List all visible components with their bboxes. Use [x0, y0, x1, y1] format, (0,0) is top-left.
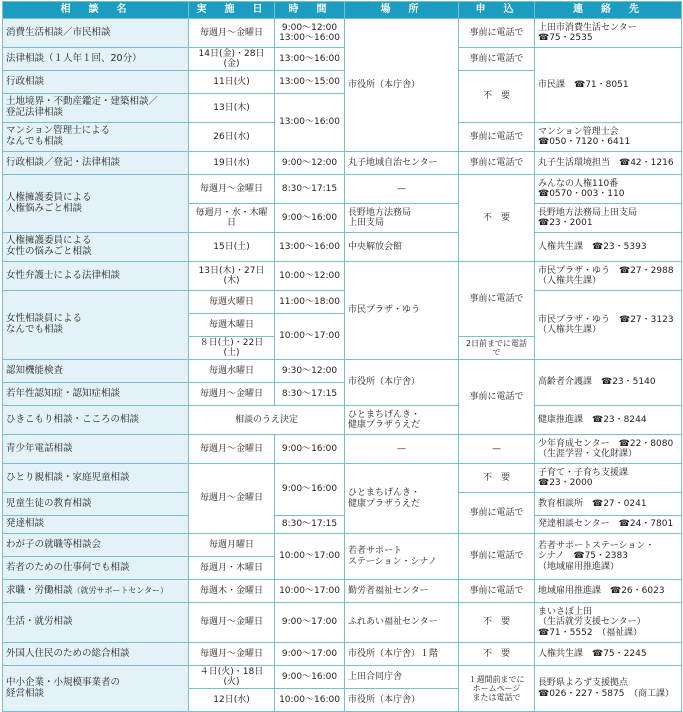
consultation-place: 若者サポート ステーション・シナノ	[345, 534, 459, 580]
consultation-date: ４日(火)・18日(火)	[189, 666, 275, 689]
table-row	[3, 603, 682, 643]
consultation-place: 市役所（本庁舎）１階	[345, 643, 459, 666]
table-row	[3, 152, 682, 175]
consultation-place: 丸子地域自治センター	[345, 152, 459, 175]
consultation-date: 毎週木・金曜日	[189, 580, 275, 603]
consultation-time: 10:00〜16:00	[275, 689, 345, 712]
contact-info: 長野地方法務局上田支局 ☎23・2001	[535, 204, 682, 233]
consultation-time: 9:00〜12:00 13:00〜16:00	[275, 19, 345, 48]
consultation-name	[3, 580, 189, 603]
consultation-date: 12日(水)	[189, 689, 275, 712]
consultation-date: 毎週木曜日	[189, 314, 275, 337]
consultation-date: 13日(木)・27日(木)	[189, 262, 275, 291]
header-place: 場 所	[345, 2, 459, 19]
consultation-place: 上田合同庁舎	[345, 666, 459, 689]
contact-info: 高齢者介護課 ☎23・5140	[535, 360, 682, 406]
consultation-place: 長野地方法務局 上田支局	[345, 204, 459, 233]
consultation-time: 9:00〜16:00	[275, 666, 345, 689]
application-method: 事前に電話で	[459, 152, 535, 175]
consultation-name: 認知機能検査	[3, 360, 189, 383]
contact-info: 市民プラザ・ゆう ☎27・3123 （人権共生課）	[535, 291, 682, 360]
consultation-date: 15日(土)	[189, 233, 275, 262]
consultation-date: 11日(火)	[189, 71, 275, 94]
consultation-date: 毎週月〜金曜日	[189, 435, 275, 464]
consultation-time: 10:00〜17:00	[275, 580, 345, 603]
contact-info: 市民プラザ・ゆう ☎27・2988 （人権共生課）	[535, 262, 682, 291]
consultation-name: 行政相談／登記・法律相談	[3, 152, 189, 175]
table-row	[3, 643, 682, 666]
contact-info: みんなの人権110番 ☎0570・003・110	[535, 175, 682, 204]
application-method: 事前に電話で	[459, 493, 535, 534]
consultation-time: 9:00〜17:00	[275, 643, 345, 666]
consultation-time: 10:00〜17:00	[275, 314, 345, 360]
consultation-name: マンション管理士による なんでも相談	[3, 123, 189, 152]
consultation-date: 毎週月〜金曜日	[189, 175, 275, 204]
table-row	[3, 233, 682, 262]
application-method: 不 要	[459, 643, 535, 666]
application-method: 不 要	[459, 71, 535, 123]
consultation-time: 10:00〜17:00	[275, 534, 345, 580]
consultation-date: 毎週火曜日	[189, 291, 275, 314]
consultation-name: 外国人住民のための総合相談	[3, 643, 189, 666]
consultation-date: 毎週月・水・木曜日	[189, 204, 275, 233]
contact-info: 丸子生活環境担当 ☎42・1216	[535, 152, 682, 175]
contact-info: 発達相談センター ☎24・7801	[535, 516, 682, 534]
consultation-date: 26日(水)	[189, 123, 275, 152]
consultation-time: 10:00〜12:00	[275, 262, 345, 291]
consultation-name: 行政相談	[3, 71, 189, 94]
contact-info: 子育て・子育ち支援課 ☎23・2000	[535, 464, 682, 493]
contact-info: まいさぽ上田 （生活就労支援センター） ☎71・5552 （福祉課）	[535, 603, 682, 643]
application-method: —	[459, 435, 535, 464]
consultation-name: 女性相談員による なんでも相談	[3, 291, 189, 360]
consultation-time: 8:30〜17:15	[275, 516, 345, 534]
consultation-date: ８日(土)・22日(土)	[189, 337, 275, 360]
consultation-name: 法律相談（１人年１回、20分）	[3, 48, 189, 71]
consultation-date: 毎週月・木曜日	[189, 557, 275, 580]
consultation-name: 土地境界・不動産鑑定・建築相談／ 登記法律相談	[3, 94, 189, 123]
consultation-time: 8:30〜17:15	[275, 175, 345, 204]
consultation-time: 13:00〜16:00	[275, 233, 345, 262]
consultation-time: 11:00〜18:00	[275, 291, 345, 314]
table-row	[3, 48, 682, 71]
application-method: １週間前までに ホームページ または電話で	[459, 666, 535, 712]
header-date: 実 施 日	[189, 2, 275, 19]
consultation-date: 毎週月〜金曜日	[189, 603, 275, 643]
consultation-place: 市役所（本庁舎）	[345, 360, 459, 406]
consultation-date: 毎週月曜日	[189, 534, 275, 557]
table-row	[3, 19, 682, 48]
table-row	[3, 262, 682, 291]
consultation-place: ひとまちげんき・ 健康プラザうえだ	[345, 464, 459, 534]
consultation-name-note: （就労サポートセンター）	[72, 585, 168, 595]
header-consultation-name: 相 談 名	[3, 2, 189, 19]
consultation-date: 毎週月〜金曜日	[189, 383, 275, 406]
consultation-place: ひとまちげんき・ 健康プラザうえだ	[345, 406, 459, 435]
table-row	[3, 406, 682, 435]
application-method: 事前に電話で	[459, 48, 535, 71]
contact-info: 少年育成センター ☎22・8080 （生涯学習・文化財課）	[535, 435, 682, 464]
consultation-name: 女性弁護士による法律相談	[3, 262, 189, 291]
consultation-time: 13:00〜16:00	[275, 94, 345, 152]
application-method: 不 要	[459, 603, 535, 643]
contact-info: 人権共生課 ☎23・5393	[535, 233, 682, 262]
table-row	[3, 175, 682, 204]
table-row	[3, 360, 682, 383]
consultation-name: わが子の就職等相談会	[3, 534, 189, 557]
consultation-name: 生活・就労相談	[3, 603, 189, 643]
application-method: 不 要	[459, 464, 535, 493]
contact-info: 若者サポートステーション・ シナノ ☎75・2383 （地域雇用推進課）	[535, 534, 682, 580]
application-method: 事前に電話で	[459, 123, 535, 152]
consultation-place: 市役所（本庁舎）	[345, 19, 459, 152]
consultation-date: 毎週月〜金曜日	[189, 643, 275, 666]
consultation-name: 若者のための仕事何でも相談	[3, 557, 189, 580]
consultation-time: 13:00〜15:00	[275, 71, 345, 94]
application-method: 2日前までに電話で	[459, 337, 535, 360]
contact-info: マンション管理士会 ☎050・7120・6411	[535, 123, 682, 152]
contact-info: 長野県よろず支援拠点 ☎026・227・5875 （商工課）	[535, 666, 682, 712]
contact-info: 人権共生課 ☎75・2245	[535, 643, 682, 666]
consultation-time: 9:00〜16:00	[275, 435, 345, 464]
application-method: 事前に電話で	[459, 580, 535, 603]
table-row	[3, 435, 682, 464]
consultation-name: ひきこもり相談・こころの相談	[3, 406, 189, 435]
application-method: 事前に電話で	[459, 262, 535, 337]
application-method: 不 要	[459, 175, 535, 262]
consultation-name: 若年性認知症・認知症相談	[3, 383, 189, 406]
consultation-time: 9:00〜16:00	[275, 464, 345, 516]
consultation-place: 勤労者福祉センター	[345, 580, 459, 603]
consultation-date: 毎週水曜日	[189, 360, 275, 383]
table-row	[3, 464, 682, 493]
table-row	[3, 666, 682, 689]
consultation-time: 13:00〜16:00	[275, 48, 345, 71]
consultation-date: 13日(木)	[189, 94, 275, 123]
consultation-date: 毎週月〜金曜日	[189, 19, 275, 48]
consultation-date: 毎週月〜金曜日	[189, 464, 275, 534]
header-application: 申 込	[459, 2, 535, 19]
consultation-name: ひとり親相談・家庭児童相談	[3, 464, 189, 493]
consultation-place: ふれあい福祉センター	[345, 603, 459, 643]
consultation-name: 青少年電話相談	[3, 435, 189, 464]
table-row	[3, 534, 682, 557]
consultation-date: 14日(金)・28日(金)	[189, 48, 275, 71]
consultation-time: 9:00〜12:00	[275, 152, 345, 175]
consultation-name-main: 求職・労働相談	[6, 584, 73, 596]
table-row	[3, 516, 682, 534]
consultation-date: 相談のうえ決定	[189, 406, 345, 435]
contact-info: 地域雇用推進課 ☎26・6023	[535, 580, 682, 603]
header-time: 時 間	[275, 2, 345, 19]
consultation-place: 中央解放会館	[345, 233, 459, 262]
contact-info: 市民課 ☎71・8051	[535, 48, 682, 123]
consultation-time: 9:00〜16:00	[275, 204, 345, 233]
consultation-place: 市役所（本庁舎）	[345, 689, 459, 712]
consultation-schedule-table	[2, 1, 682, 712]
consultation-name: 中小企業・小規模事業者の 経営相談	[3, 666, 189, 712]
contact-info: 上田市消費生活センター ☎75・2535	[535, 19, 682, 48]
application-method: 事前に電話で	[459, 19, 535, 48]
consultation-place: —	[345, 435, 459, 464]
consultation-place: 市民プラザ・ゆう	[345, 262, 459, 360]
consultation-time: 9:30〜12:00	[275, 360, 345, 383]
consultation-time: 8:30〜17:15	[275, 383, 345, 406]
consultation-name: 消費生活相談／市民相談	[3, 19, 189, 48]
consultation-date: 19日(水)	[189, 152, 275, 175]
table-row	[3, 580, 682, 603]
contact-info: 健康推進課 ☎23・8244	[535, 406, 682, 435]
contact-info: 教育相談所 ☎27・0241	[535, 493, 682, 516]
application-method: 事前に電話で	[459, 360, 535, 435]
consultation-name: 児童生徒の教育相談	[3, 493, 189, 516]
consultation-name: 発達相談	[3, 516, 189, 534]
consultation-name: 人権擁護委員による 人権悩みごと相談	[3, 175, 189, 233]
table-row	[3, 291, 682, 314]
header-contact: 連 絡 先	[535, 2, 682, 19]
consultation-place: —	[345, 175, 459, 204]
table-header-row	[3, 2, 682, 19]
consultation-time: 9:00〜17:00	[275, 603, 345, 643]
consultation-name: 人権擁護委員による 女性の悩みごと相談	[3, 233, 189, 262]
application-method: 事前に電話で	[459, 534, 535, 580]
